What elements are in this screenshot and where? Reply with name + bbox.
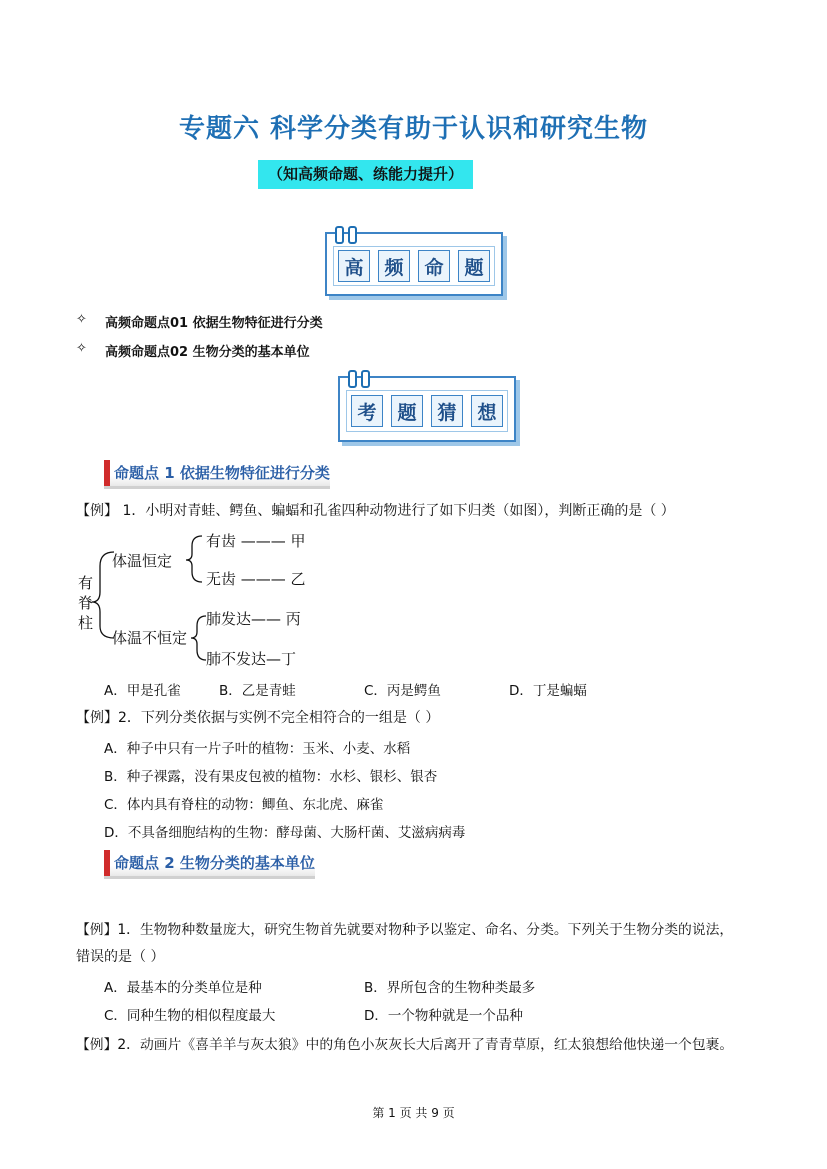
q3-option-d: D．一个物种就是一个品种 xyxy=(364,1008,523,1024)
q2-option-b: B．种子裸露，没有果皮包被的植物：水杉、银杉、银杏 xyxy=(104,769,438,785)
page-footer: 第 1 页 共 9 页 xyxy=(372,1106,455,1120)
bullet-item-1: 高频命题点01 依据生物特征进行分类 xyxy=(105,316,323,331)
tree-root-char: 脊 xyxy=(78,594,94,612)
q2-option-c: C．体内具有脊柱的动物：鲫鱼、东北虎、麻雀 xyxy=(104,797,384,813)
tree-brace-b1 xyxy=(186,536,202,582)
topic-heading-2: 命题点 2 生物分类的基本单位 xyxy=(104,850,315,876)
tree-root-char: 有 xyxy=(78,574,94,592)
box-char: 题 xyxy=(391,395,423,427)
q1-option-c: C．丙是鳄鱼 xyxy=(364,683,441,699)
box-char: 想 xyxy=(471,395,503,427)
binder-rings-icon xyxy=(335,226,357,244)
classification-tree-diagram xyxy=(70,526,330,674)
question-4-stem: 【例】2．动画片《喜羊羊与灰太狼》中的角色小灰灰长大后离开了青青草原，红太狼想给他快递一个包裹。 xyxy=(76,1037,734,1053)
q3-option-b: B．界所包含的生物种类最多 xyxy=(364,980,536,996)
q1-option-a: A．甲是孔雀 xyxy=(104,683,181,699)
section-box-guess xyxy=(338,376,516,442)
diamond-bullet-icon: ✧ xyxy=(76,312,87,327)
q1-option-d: D．丁是蝙蝠 xyxy=(509,683,587,699)
question-2-stem: 【例】2．下列分类依据与实例不完全相符合的一组是（ ） xyxy=(76,710,440,726)
topic-heading-1: 命题点 1 依据生物特征进行分类 xyxy=(104,460,330,486)
binder-rings-icon xyxy=(348,370,370,388)
tree-branch-1: 体温恒定 xyxy=(112,552,173,570)
question-3-stem-line2: 错误的是（ ） xyxy=(76,949,165,965)
bullet-item-2: 高频命题点02 生物分类的基本单位 xyxy=(105,345,310,360)
subtitle-banner: （知高频命题、练能力提升） xyxy=(258,160,473,189)
box-char: 猜 xyxy=(431,395,463,427)
tree-leaf-4: 肺不发达—丁 xyxy=(206,650,297,668)
question-3-stem-line1: 【例】1．生物物种数量庞大，研究生物首先就要对物种予以鉴定、命名、分类。下列关于生物分类的说法， xyxy=(76,922,734,938)
tree-root-char: 柱 xyxy=(78,614,94,632)
q1-option-b: B．乙是青蛙 xyxy=(219,683,296,699)
tree-branch-2: 体温不恒定 xyxy=(112,629,188,647)
tree-brace-b2 xyxy=(191,616,206,660)
box-char: 命 xyxy=(418,250,450,282)
section-box-high-frequency xyxy=(325,232,503,296)
box-char: 题 xyxy=(458,250,490,282)
box-char: 高 xyxy=(338,250,370,282)
q3-option-c: C．同种生物的相似程度最大 xyxy=(104,1008,276,1024)
page-title: 专题六 科学分类有助于认识和研究生物 xyxy=(178,114,649,144)
tree-brace-root xyxy=(92,552,114,638)
box-char: 考 xyxy=(351,395,383,427)
box-char: 频 xyxy=(378,250,410,282)
diamond-bullet-icon: ✧ xyxy=(76,341,87,356)
q3-option-a: A．最基本的分类单位是种 xyxy=(104,980,262,996)
q2-option-d: D．不具备细胞结构的生物：酵母菌、大肠杆菌、艾滋病病毒 xyxy=(104,825,466,841)
q2-option-a: A．种子中只有一片子叶的植物：玉米、小麦、水稻 xyxy=(104,741,411,757)
question-1-stem: 【例】 1．小明对青蛙、鳄鱼、蝙蝠和孔雀四种动物进行了如下归类（如图），判断正确的是（ ） xyxy=(76,503,675,519)
tree-leaf-1: 有齿 ——— 甲 xyxy=(206,532,306,550)
tree-leaf-2: 无齿 ——— 乙 xyxy=(206,570,306,588)
tree-leaf-3: 肺发达—— 丙 xyxy=(206,610,301,628)
